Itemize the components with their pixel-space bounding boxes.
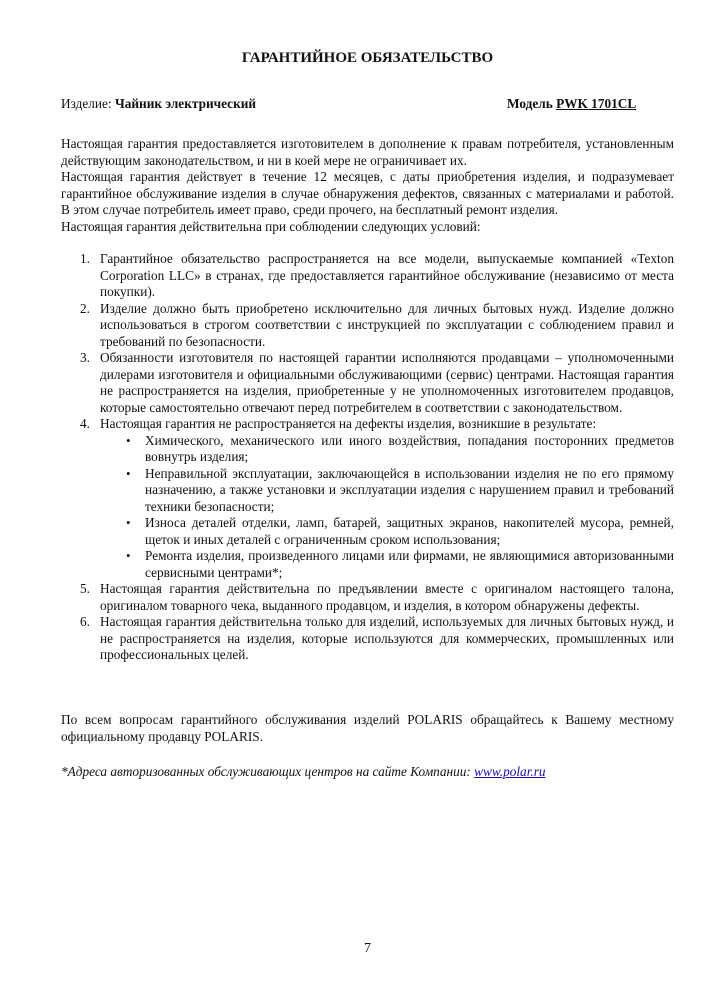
exclusion-text: Ремонта изделия, произведенного лицами или фирмами, не являющимися авторизованными сервисными центрами*; bbox=[145, 548, 674, 580]
warranty-term bbox=[61, 301, 674, 351]
term-text: Настоящая гарантия не распространяется на дефекты изделия, возникшие в результате: bbox=[100, 416, 597, 431]
term-text: Гарантийное обязательство распространяется на все модели, выпускаемые компанией «Texton Corporation LLC» в странах, где предоставляется гарантийное обслуживание (независимо от места покупки). bbox=[100, 251, 674, 299]
footer-note: По всем вопросам гарантийного обслуживания изделий POLARIS обращайтесь к Вашему местному официальному продавцу POLARIS. bbox=[61, 712, 674, 744]
exclusion-item bbox=[100, 515, 674, 548]
warranty-term bbox=[61, 251, 674, 301]
bullet-icon: • bbox=[126, 432, 131, 448]
warranty-term bbox=[61, 581, 674, 614]
model-label: Модель bbox=[507, 96, 557, 111]
page-number: 7 bbox=[364, 941, 371, 956]
warranty-term bbox=[61, 614, 674, 664]
address-note-text: *Адреса авторизованных обслуживающих центров на сайте Компании: bbox=[61, 764, 475, 779]
bullet-icon: • bbox=[126, 465, 131, 481]
exclusions-list bbox=[100, 433, 674, 582]
term-number: 3. bbox=[80, 350, 90, 365]
intro-paragraph: Настоящая гарантия действует в течение 12 месяцев, с даты приобретения изделия, и подразумевает гарантийное обслуживание изделия в случае обнаружения дефектов, связанных с материалами и работой. В этом случае потребитель имеет право, среди прочего, на бесплатный ремонт изделия. bbox=[61, 169, 674, 217]
address-note bbox=[61, 764, 674, 781]
term-text: Настоящая гарантия действительна только для изделий, используемых для личных бытовых нужд, и не распространяется на изделия, которые используются для коммерческих, промышленных или профессиональных целей. bbox=[100, 614, 674, 662]
exclusion-text: Химического, механического или иного воздействия, попадания посторонних предметов вовнутрь изделия; bbox=[145, 432, 674, 464]
exclusion-item bbox=[100, 548, 674, 581]
term-number: 4. bbox=[80, 416, 90, 431]
intro-paragraph: Настоящая гарантия предоставляется изготовителем в дополнение к правам потребителя, установленным действующим законодательством, и ни в коей мере не ограничивает их. bbox=[61, 136, 674, 168]
exclusion-text: Износа деталей отделки, ламп, батарей, защитных экранов, накопителей мусора, ремней, щеток и иных деталей с ограниченным сроком использования; bbox=[145, 515, 674, 547]
intro-section bbox=[61, 136, 674, 235]
bullet-icon: • bbox=[126, 548, 131, 563]
exclusion-item bbox=[100, 466, 674, 516]
term-text: Обязанности изготовителя по настоящей гарантии исполняются продавцами – уполномоченными дилерами изготовителя и официальными обслуживающими (сервис) центрами. Настоящая гарантия не распространяется на изделия, приобретенные у не уполномоченных изготовителем продавцов, которые самостоятельно отвечают перед потребителем в соответствии с законодательством. bbox=[100, 350, 674, 415]
warranty-term bbox=[61, 416, 674, 581]
warranty-term bbox=[61, 350, 674, 416]
intro-paragraph: Настоящая гарантия действительна при соблюдении следующих условий: bbox=[61, 218, 481, 234]
term-text: Изделие должно быть приобретено исключительно для личных бытовых нужд. Изделие должно использоваться в строгом соответствии с инструкцией по эксплуатации с соблюдением правил и требований по безопасности. bbox=[100, 300, 674, 349]
model-number: PWK 1701CL bbox=[556, 96, 637, 111]
term-text: Настоящая гарантия действительна по предъявлении вместе с оригиналом настоящего талона, оригиналом товарного чека, выданного продавцом, и изделия, в котором обнаружены дефекты. bbox=[100, 581, 674, 613]
term-number: 2. bbox=[80, 300, 90, 316]
term-number: 6. bbox=[80, 614, 90, 629]
product-line bbox=[61, 96, 644, 113]
website-link[interactable]: www.polar.ru bbox=[474, 764, 546, 779]
page-title: ГАРАНТИЙНОЕ ОБЯЗАТЕЛЬСТВО bbox=[241, 50, 494, 66]
model-info bbox=[507, 96, 636, 113]
exclusion-text: Неправильной эксплуатации, заключающейся в использовании изделия не по его прямому назначению, а также установки и эксплуатации изделия с нарушением правил и требований техники безопасности; bbox=[145, 465, 674, 514]
term-number: 1. bbox=[80, 251, 90, 266]
product-label: Изделие: bbox=[61, 96, 115, 111]
exclusion-item bbox=[100, 433, 674, 466]
term-number: 5. bbox=[80, 581, 90, 596]
product-info bbox=[61, 96, 256, 113]
warranty-terms-list bbox=[61, 251, 674, 664]
product-name: Чайник электрический bbox=[114, 96, 257, 111]
bullet-icon: • bbox=[126, 515, 131, 530]
